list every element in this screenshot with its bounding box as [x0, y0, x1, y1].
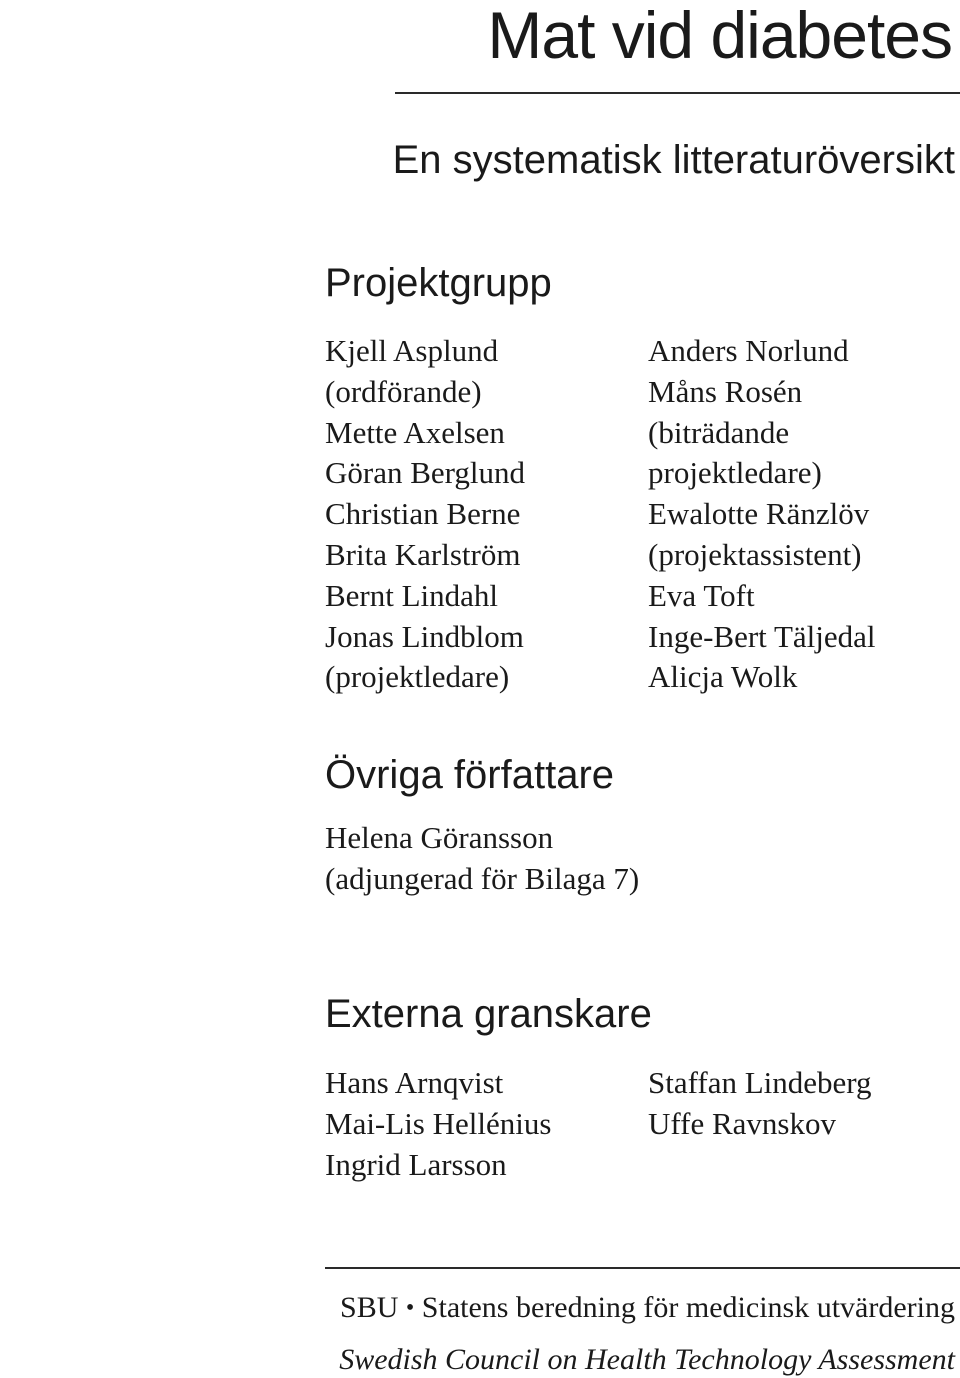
- publisher-name-english: Swedish Council on Health Technology Assessment: [339, 1343, 955, 1376]
- reviewer-name: Uffe Ravnskov: [648, 1105, 836, 1141]
- reviewer-name: Staffan Lindeberg: [648, 1065, 872, 1100]
- member-role: (projektledare): [325, 659, 510, 695]
- member-name: Mette Axelsen: [325, 414, 505, 450]
- member-name: Brita Karlström: [325, 536, 521, 572]
- member-role: (ordförande): [325, 373, 482, 409]
- other-authors-heading: Övriga författare: [325, 753, 615, 797]
- external-reviewers-left-column: [325, 1063, 551, 1185]
- member-role: projektledare): [648, 455, 822, 491]
- member-name: Inge-Bert Täljedal: [648, 618, 876, 654]
- title-divider: [395, 92, 960, 94]
- member-name: Måns Rosén: [648, 373, 803, 409]
- reviewer-name: Ingrid Larsson: [325, 1146, 507, 1182]
- member-name: Jonas Lindblom: [325, 618, 524, 654]
- reviewer-name: Mai-Lis Hellénius: [325, 1105, 552, 1141]
- publisher-name-swedish: Statens beredning för medicinsk utvärdering: [421, 1291, 955, 1324]
- other-authors-list: [325, 818, 639, 900]
- member-name: Anders Norlund: [648, 333, 849, 368]
- external-reviewers-heading: Externa granskare: [325, 992, 652, 1036]
- publisher-abbreviation: SBU: [340, 1291, 399, 1324]
- reviewer-name: Hans Arnqvist: [325, 1065, 504, 1100]
- project-group-heading: Projektgrupp: [325, 261, 552, 305]
- member-name: Bernt Lindahl: [325, 577, 499, 613]
- member-name: Christian Berne: [325, 496, 521, 532]
- member-role: (projektassistent): [648, 536, 862, 572]
- publisher-swedish-line: [340, 1293, 955, 1323]
- bullet-separator: •: [405, 1295, 415, 1321]
- member-name: Ewalotte Ränzlöv: [648, 496, 870, 532]
- project-group-right-column: [648, 331, 876, 698]
- external-reviewers-right-column: [648, 1063, 872, 1145]
- document-title: Mat vid diabetes: [487, 0, 952, 72]
- member-name: Alicja Wolk: [648, 659, 798, 695]
- document-subtitle: En systematisk litteraturöversikt: [392, 138, 955, 182]
- member-role: (biträdande: [648, 414, 790, 450]
- member-name: Kjell Asplund: [325, 333, 499, 368]
- footer-divider: [325, 1267, 960, 1269]
- author-name: Helena Göransson: [325, 820, 554, 855]
- author-role: (adjungerad för Bilaga 7): [325, 860, 640, 896]
- member-name: Eva Toft: [648, 577, 755, 613]
- project-group-left-column: [325, 331, 525, 698]
- member-name: Göran Berglund: [325, 455, 526, 491]
